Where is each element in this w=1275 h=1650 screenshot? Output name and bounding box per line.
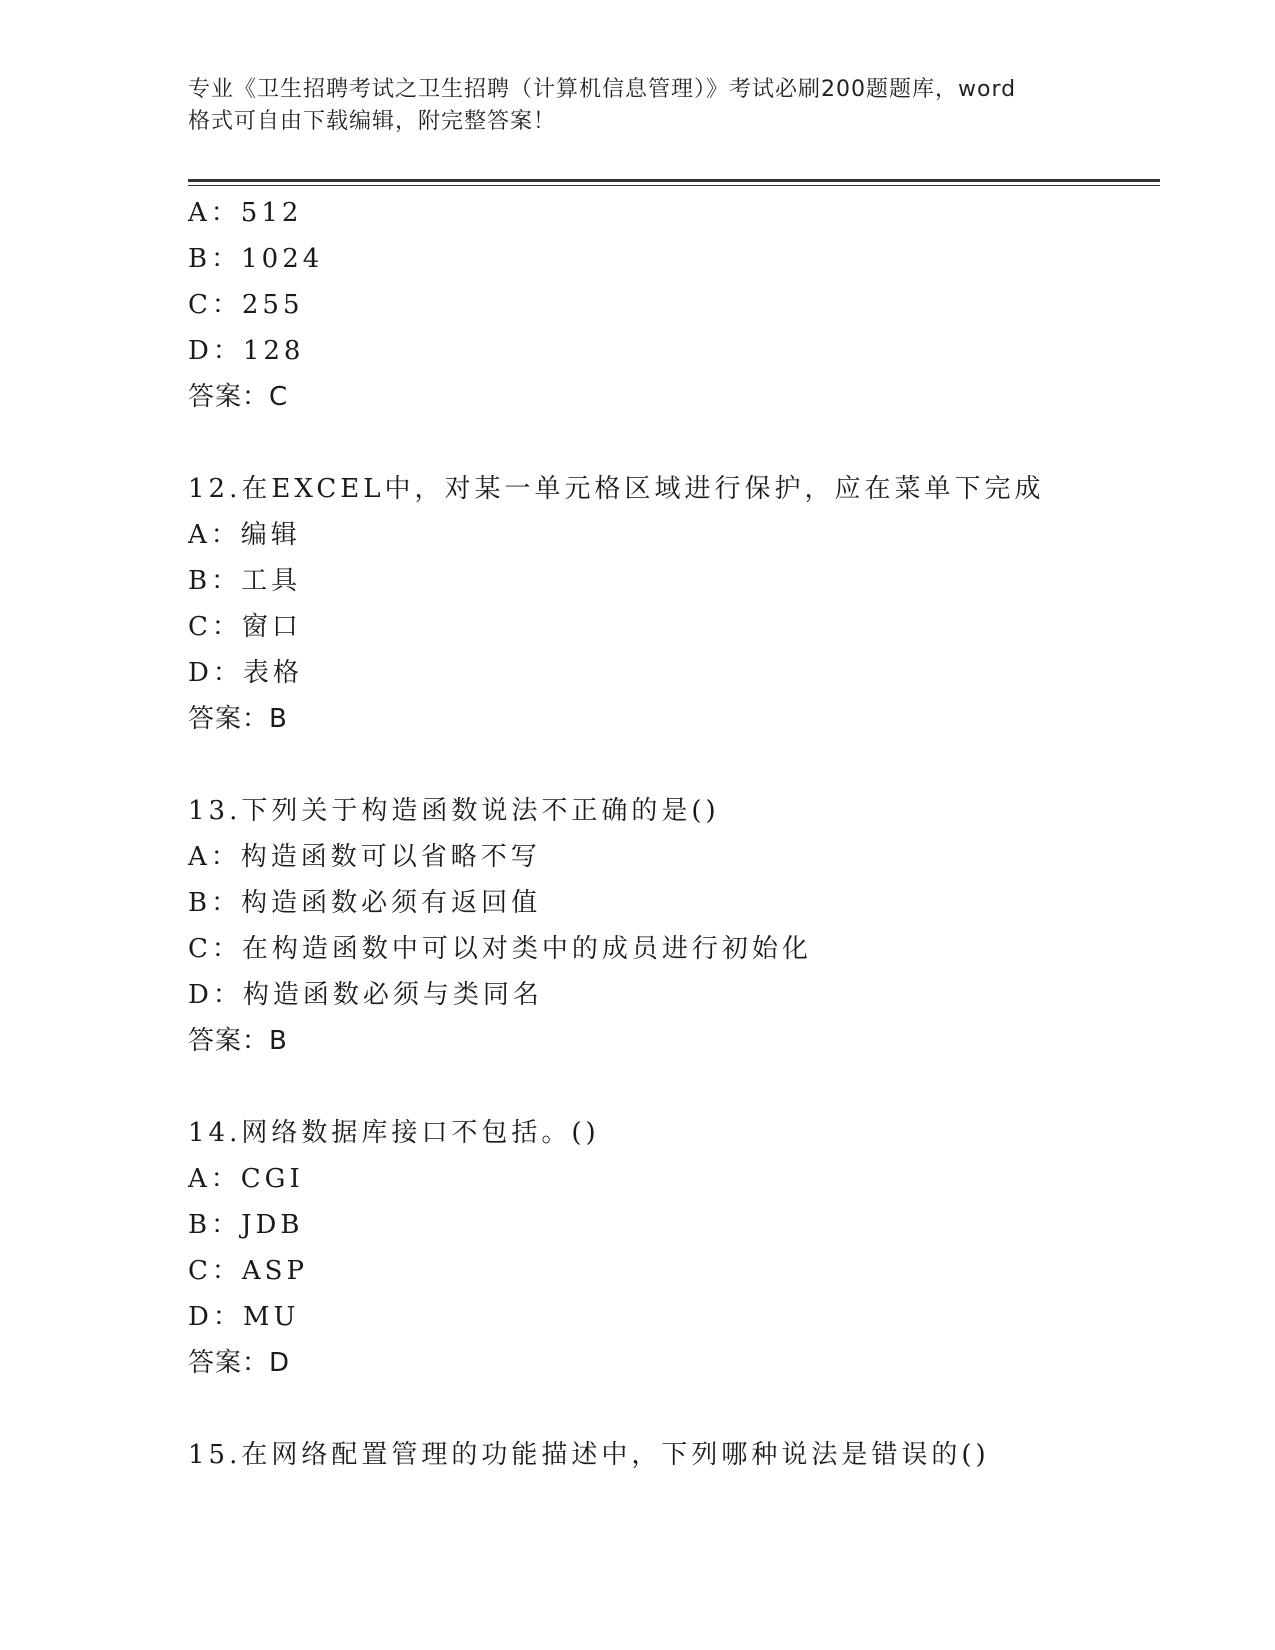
spacer: [188, 1064, 1168, 1110]
question-text: 13.下列关于构造函数说法不正确的是(): [188, 796, 720, 826]
option-c: C：窗口: [188, 612, 302, 642]
question-14-block: [188, 1110, 1168, 1386]
question-11-block: [188, 190, 1168, 420]
spacer: [188, 420, 1168, 466]
option-d: D：构造函数必须与类同名: [188, 980, 543, 1010]
option-a: A：512: [188, 198, 303, 228]
question-12-block: [188, 466, 1168, 742]
answer-line: 答案：C: [188, 382, 289, 412]
header-line-1: 专业《卫生招聘考试之卫生招聘（计算机信息管理）》考试必刷200题题库，word: [188, 77, 1017, 102]
answer-line: 答案：D: [188, 1348, 291, 1378]
option-c: C：255: [188, 290, 304, 320]
option-a: A：编辑: [188, 520, 301, 550]
spacer: [188, 1386, 1168, 1432]
question-text: 12.在EXCEL中，对某一单元格区域进行保护，应在菜单下完成: [188, 474, 1045, 504]
question-text: 14.网络数据库接口不包括。(): [188, 1118, 600, 1148]
option-d: D：128: [188, 336, 305, 366]
option-c: C：ASP: [188, 1256, 308, 1286]
option-d: D：MU: [188, 1302, 300, 1332]
option-a: A：CGI: [188, 1164, 304, 1194]
header-divider-thin: [188, 185, 1160, 186]
header-line-2: 格式可自由下载编辑，附完整答案！: [188, 109, 557, 134]
option-d: D：表格: [188, 658, 303, 688]
question-13-block: [188, 788, 1168, 1064]
spacer: [188, 742, 1168, 788]
document-header: [188, 74, 1108, 138]
question-list: [188, 190, 1168, 1478]
option-a: A：构造函数可以省略不写: [188, 842, 541, 872]
question-15-block: [188, 1432, 1168, 1478]
answer-line: 答案：B: [188, 704, 288, 734]
answer-line: 答案：B: [188, 1026, 288, 1056]
question-text: 15.在网络配置管理的功能描述中，下列哪种说法是错误的(): [188, 1440, 990, 1470]
option-b: B：工具: [188, 566, 302, 596]
header-divider-thick: [188, 179, 1160, 182]
option-b: B：JDB: [188, 1210, 304, 1240]
option-b: B：1024: [188, 244, 324, 274]
option-b: B：构造函数必须有返回值: [188, 888, 542, 918]
option-c: C：在构造函数中可以对类中的成员进行初始化: [188, 934, 812, 964]
